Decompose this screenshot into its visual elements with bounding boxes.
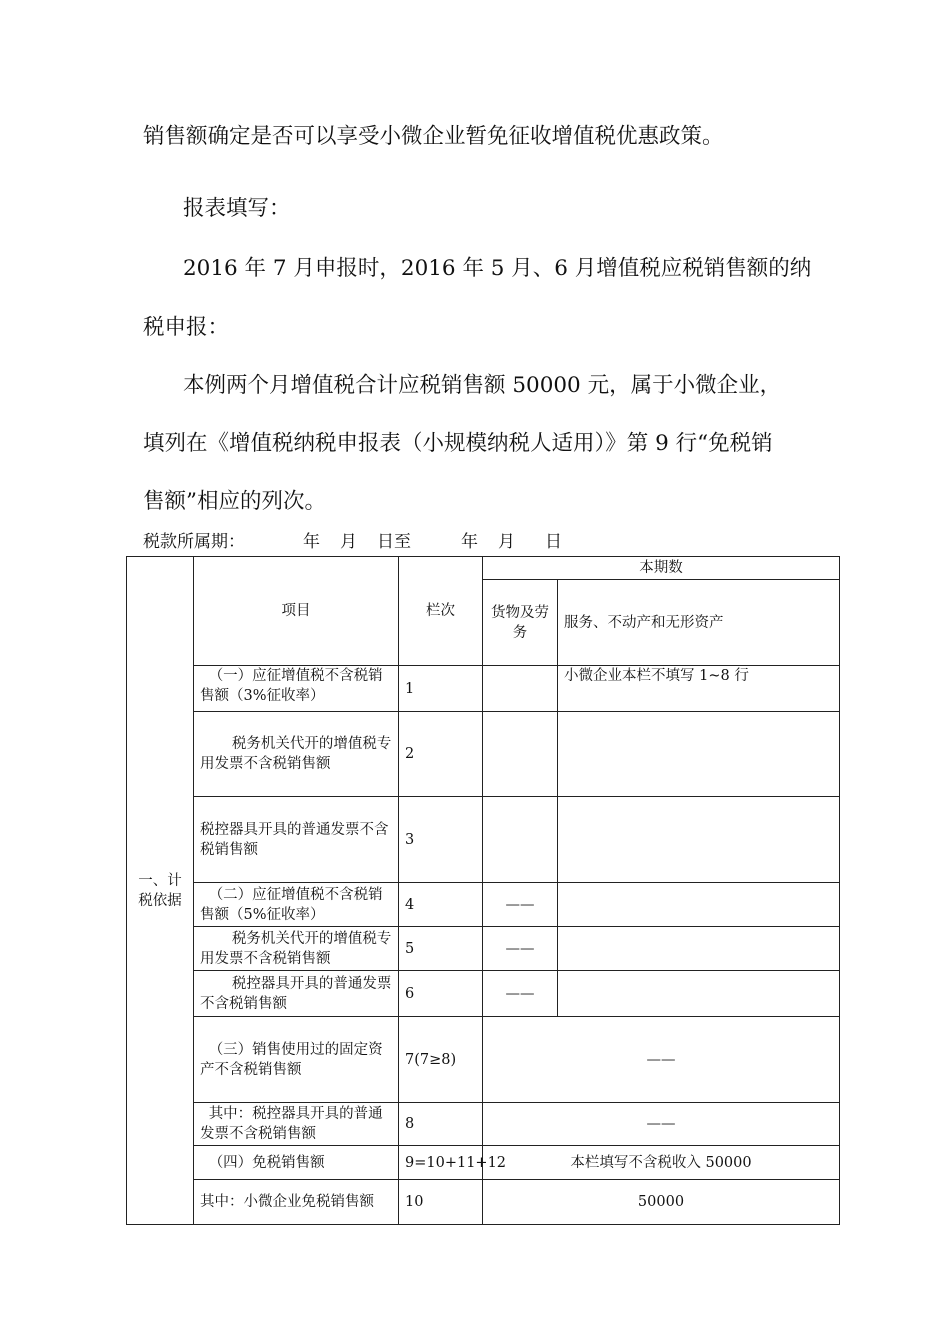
period-day-end: 日 bbox=[545, 532, 562, 552]
row-line-no: 7(7≥8) bbox=[399, 1017, 483, 1103]
table-row bbox=[127, 1017, 840, 1103]
row-goods-value bbox=[483, 712, 558, 797]
row-item: （一）应征增值税不含税销售额（3%征收率） bbox=[194, 666, 399, 712]
table-row bbox=[127, 1180, 840, 1225]
table-row bbox=[127, 797, 840, 883]
period-month-start: 月 bbox=[340, 532, 357, 552]
table-row bbox=[127, 712, 840, 797]
row-services-value bbox=[558, 971, 840, 1017]
row-line-no: 10 bbox=[399, 1180, 483, 1225]
row-item: 其中：小微企业免税销售额 bbox=[194, 1180, 399, 1225]
row-line-no: 8 bbox=[399, 1103, 483, 1146]
row-merged-value: 50000 bbox=[483, 1180, 840, 1225]
row-goods-value bbox=[483, 797, 558, 883]
table-row bbox=[127, 1146, 840, 1180]
header-goods: 货物及劳务 bbox=[483, 580, 558, 666]
header-current-period: 本期数 bbox=[483, 557, 840, 580]
row-item: 其中：税控器具开具的普通发票不含税销售额 bbox=[194, 1103, 399, 1146]
row-line-no: 4 bbox=[399, 883, 483, 927]
section-heading-form-filling: 报表填写： bbox=[183, 196, 291, 221]
vat-return-table bbox=[126, 556, 840, 1225]
row-merged-value: 本栏填写不含税收入 50000 bbox=[483, 1146, 840, 1180]
paragraph-intro-end: 销售额确定是否可以享受小微企业暂免征收增值税优惠政策。 bbox=[143, 124, 724, 149]
paragraph-example-line2: 填列在《增值税纳税申报表（小规模纳税人适用）》第 9 行“免税销 bbox=[143, 431, 773, 456]
table-row bbox=[127, 927, 840, 971]
row-item: （二）应征增值税不含税销售额（5%征收率） bbox=[194, 883, 399, 927]
paragraph-declaration-line1: 2016 年 7 月申报时，2016 年 5 月、6 月增值税应税销售额的纳 bbox=[183, 256, 812, 281]
period-year-start: 年 bbox=[303, 532, 320, 552]
row-item: （四）免税销售额 bbox=[194, 1146, 399, 1180]
row-services-value bbox=[558, 712, 840, 797]
period-month-end: 月 bbox=[498, 532, 515, 552]
row-line-no: 3 bbox=[399, 797, 483, 883]
tax-period-line bbox=[143, 531, 562, 553]
row-goods-value: —— bbox=[483, 883, 558, 927]
period-year-end: 年 bbox=[461, 532, 478, 552]
table-row bbox=[127, 971, 840, 1017]
row-goods-value bbox=[483, 666, 558, 712]
header-services: 服务、不动产和无形资产 bbox=[558, 580, 840, 666]
row-item: 税务机关代开的增值税专用发票不含税销售额 bbox=[194, 712, 399, 797]
table-row bbox=[127, 883, 840, 927]
row-item: 税控器具开具的普通发票不含税销售额 bbox=[194, 797, 399, 883]
tax-period-label: 税款所属期： bbox=[143, 532, 245, 552]
row-item: 税务机关代开的增值税专用发票不含税销售额 bbox=[194, 927, 399, 971]
row-services-value bbox=[558, 883, 840, 927]
period-day-start: 日至 bbox=[377, 532, 411, 552]
row-line-no: 5 bbox=[399, 927, 483, 971]
row-item: 税控器具开具的普通发票不含税销售额 bbox=[194, 971, 399, 1017]
header-line-no: 栏次 bbox=[399, 557, 483, 666]
row-line-no: 9=10+11+12 bbox=[399, 1146, 483, 1180]
header-item: 项目 bbox=[194, 557, 399, 666]
row-merged-value: —— bbox=[483, 1103, 840, 1146]
row-services-value: 小微企业本栏不填写 1~8 行 bbox=[558, 666, 840, 712]
paragraph-example-line3: 售额”相应的列次。 bbox=[143, 489, 326, 514]
row-line-no: 6 bbox=[399, 971, 483, 1017]
row-line-no: 2 bbox=[399, 712, 483, 797]
row-goods-value: —— bbox=[483, 971, 558, 1017]
row-services-value bbox=[558, 927, 840, 971]
paragraph-example-line1: 本例两个月增值税合计应税销售额 50000 元，属于小微企业， bbox=[183, 373, 782, 398]
row-line-no: 1 bbox=[399, 666, 483, 712]
row-item: （三）销售使用过的固定资产不含税销售额 bbox=[194, 1017, 399, 1103]
row-services-value bbox=[558, 797, 840, 883]
table-row bbox=[127, 1103, 840, 1146]
category-cell-tax-basis: 一、计税依据 bbox=[127, 557, 194, 1225]
row-goods-value: —— bbox=[483, 927, 558, 971]
paragraph-declaration-line2: 税申报： bbox=[143, 315, 230, 340]
table-row bbox=[127, 666, 840, 712]
row-merged-value: —— bbox=[483, 1017, 840, 1103]
